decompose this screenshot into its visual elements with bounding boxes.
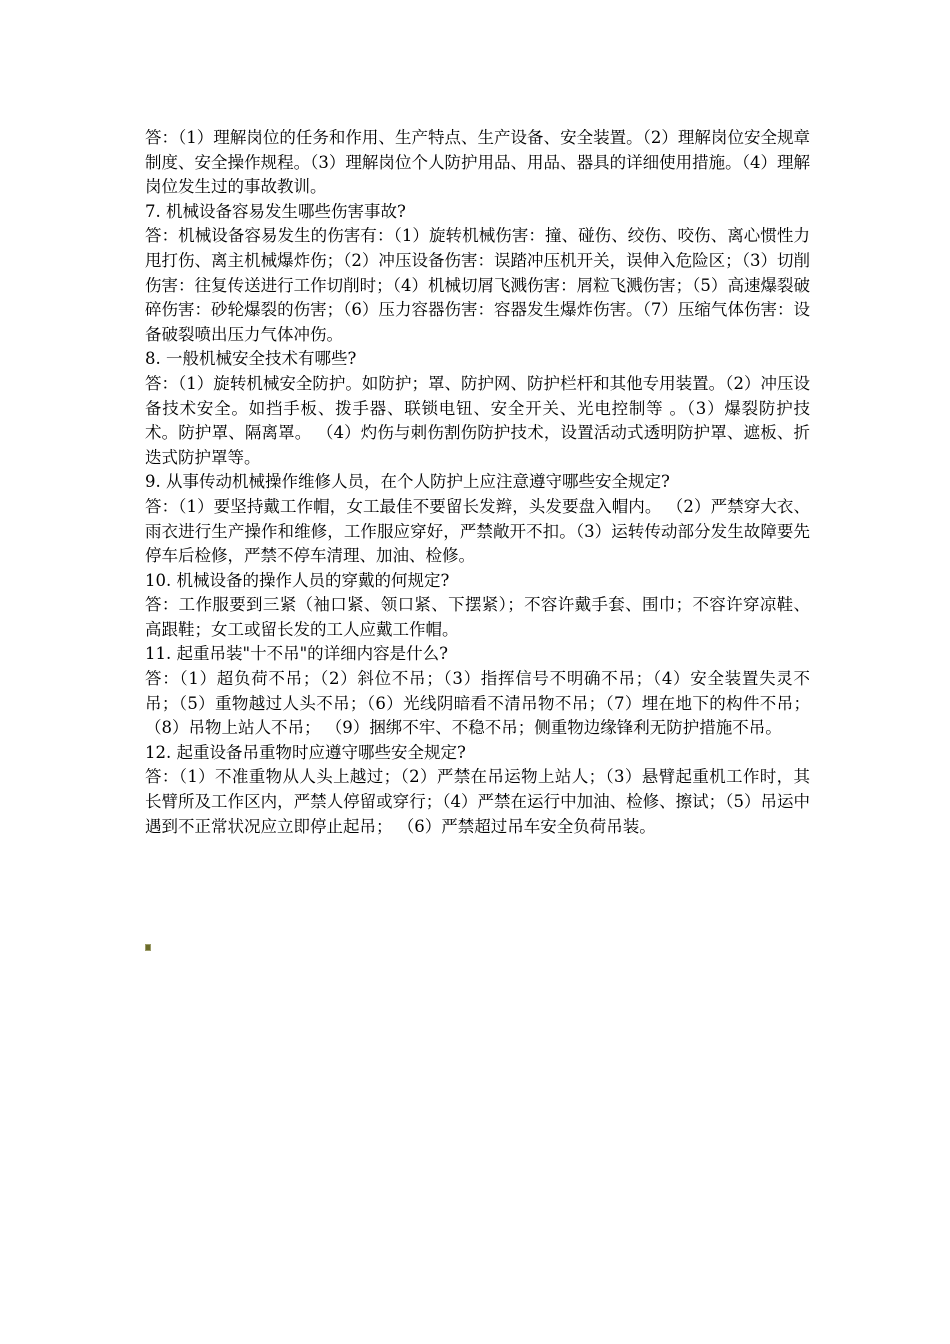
answer-paragraph: 答：（1）不准重物从人头上越过；（2）严禁在吊运物上站人；（3）悬臂起重机工作时，其长臂所及工作区内，严禁人停留或穿行；（4）严禁在运行中加油、检修、擦试；（5）吊运中遇到不正常状况应立即停止起吊； （6）严禁超过吊车安全负荷吊装。: [145, 767, 810, 836]
question-8: 8. 一般机械安全技术有哪些?: [145, 349, 357, 369]
answer-paragraph: 答：工作服要到三紧（袖口紧、领口紧、下摆紧）；不容许戴手套、围巾；不容许穿凉鞋、高跟鞋；女工或留长发的工人应戴工作帽。: [145, 595, 810, 639]
question-10: 10. 机械设备的操作人员的穿戴的何规定?: [145, 570, 450, 590]
answer-paragraph: 答：（1）要坚持戴工作帽，女工最佳不要留长发辫，头发要盘入帽内。 （2）严禁穿大衣、雨衣进行生产操作和维修，工作服应穿好，严禁敞开不扣。（3）运转传动部分发生故障要先停车后检修，严禁不停车清理、加油、检修。: [145, 496, 810, 566]
question-12: 12. 起重设备吊重物时应遵守哪些安全规定?: [145, 742, 466, 762]
answer-paragraph: 答：（1）超负荷不吊；（2）斜位不吊；（3）指挥信号不明确不吊；（4）安全装置失灵不吊；（5）重物越过人头不吊；（6）光线阴暗看不清吊物不吊；（7）埋在地下的构件不吊；（8）吊物上站人不吊； （9）捆绑不牢、不稳不吊；侧重物边缘锋利无防护措施不吊。: [145, 669, 810, 738]
question-9: 9. 从事传动机械操作维修人员，在个人防护上应注意遵守哪些安全规定?: [145, 472, 670, 492]
image-placeholder-icon: [145, 944, 151, 951]
answer-paragraph: 答：机械设备容易发生的伤害有：（1）旋转机械伤害：撞、碰伤、绞伤、咬伤、离心惯性力甩打伤、离主机械爆炸伤；（2）冲压设备伤害：误踏冲压机开关，误伸入危险区；（3）切削伤害：往复传送进行工作切削时；（4）机械切屑飞溅伤害：屑粒飞溅伤害；（5）高速爆裂破碎伤害：砂轮爆裂的伤害；（6）压力容器伤害：容器发生爆炸伤害。（7）压缩气体伤害：设备破裂喷出压力气体冲伤。: [145, 226, 810, 344]
question-7: 7. 机械设备容易发生哪些伤害事故?: [145, 201, 406, 221]
answer-paragraph: 答：（1）旋转机械安全防护。如防护；罩、防护网、防护栏杆和其他专用装置。（2）冲压设备技术安全。如挡手板、拨手器、联锁电钮、安全开关、光电控制等 。（3）爆裂防护技术。防护罩、隔离罩。 （4）灼伤与刺伤割伤防护技术，设置活动式透明防护罩、遮板、折迭式防护罩等。: [145, 373, 810, 467]
answer-paragraph: 答：（1）理解岗位的任务和作用、生产特点、生产设备、安全装置。（2）理解岗位安全规章制度、安全操作规程。（3）理解岗位个人防护用品、用品、器具的详细使用措施。（4）理解岗位发生过的事故教训。: [145, 128, 810, 197]
question-11: 11. 起重吊装"十不吊"的详细内容是什么?: [145, 644, 449, 664]
document-body: [145, 126, 810, 839]
